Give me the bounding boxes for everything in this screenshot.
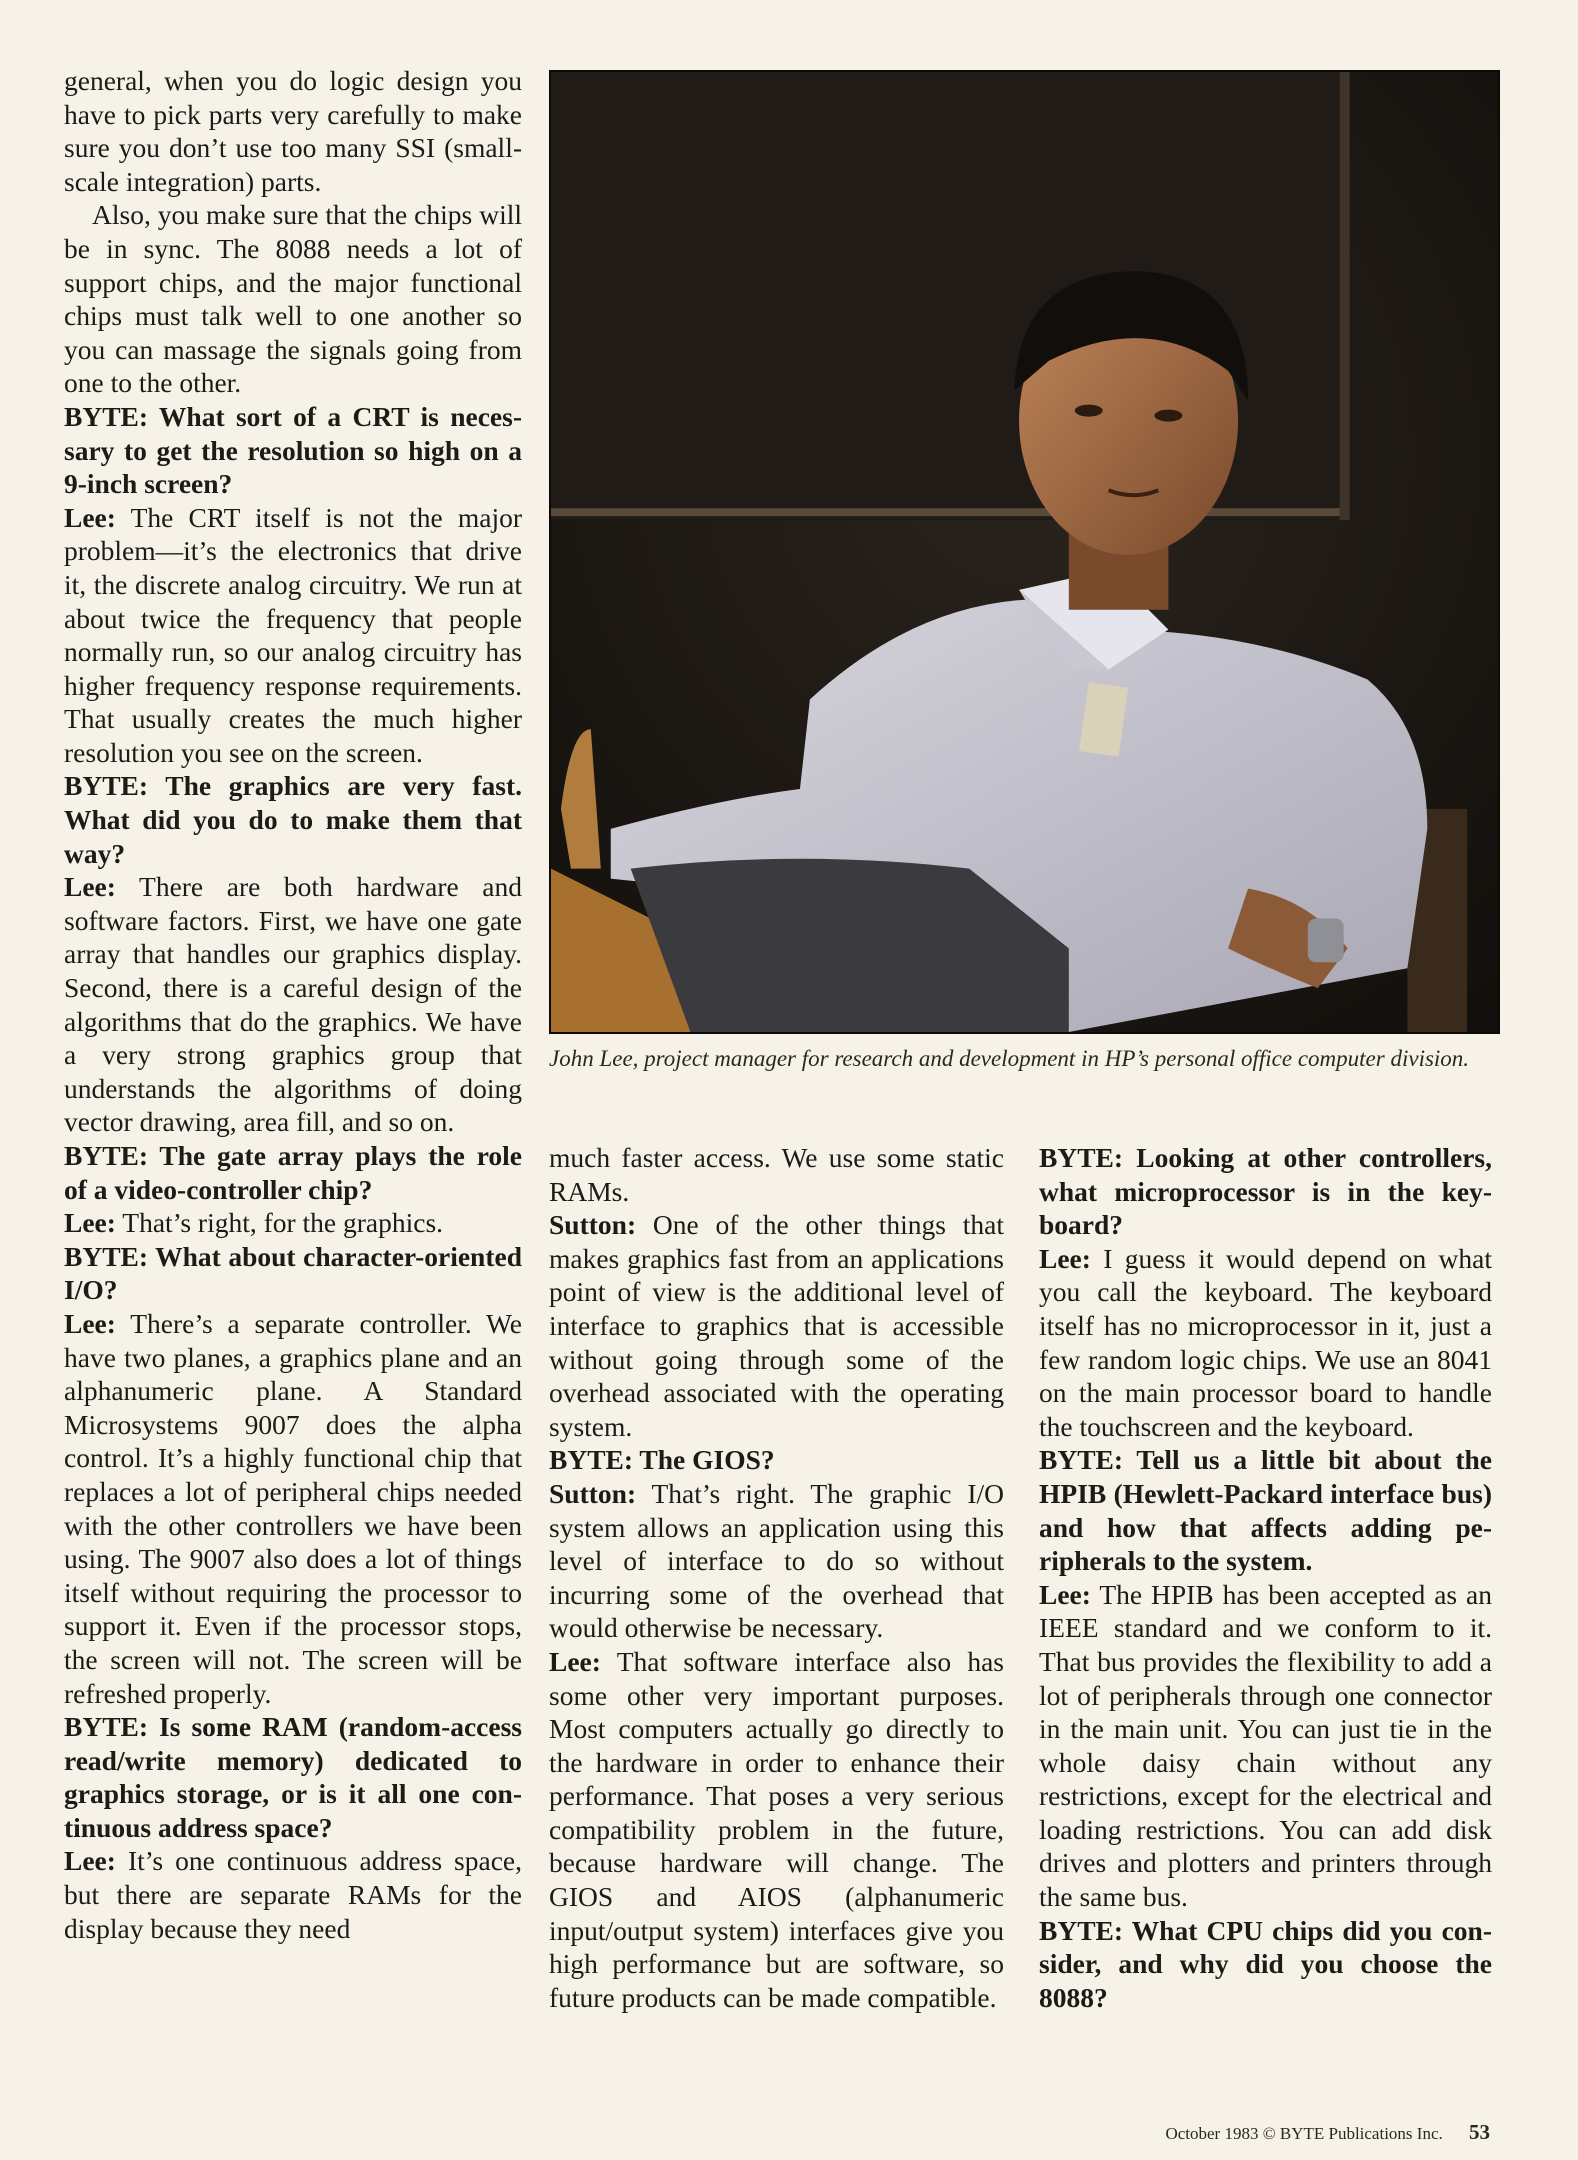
speaker-label: Sutton: [549,1477,637,1509]
interview-answer [549,1208,1004,1443]
photo-caption: John Lee, project manager for research and development in HP’s personal office computer division. [549,1046,1470,1071]
answer-text: One of the other things that makes graphics fast from an applications point of view is the additional level of interface to graphics that is accessible without going through some of the overhead associated with the operating system. [549,1209,1004,1442]
interview-answer [64,870,522,1139]
answer-text: The CRT itself is not the major problem—it’s the electronics that drive it, the discrete analog circuitry. We run at about twice the frequency that people normally run, so our analog circuitry has higher frequency response requirements. That usually creates the much higher resolution you see on the screen. [64,501,522,768]
interview-answer [64,501,522,770]
answer-text: There’s a separate controller. We have two planes, a graphics plane and an alphanumeric plane. A Standard Microsystems 9007 does the alpha control. It’s a highly functional chip that replaces a lot of peripheral chips needed with the other controllers we have been using. The 9007 also does a lot of things itself without requiring the processor to support it. Even if the processor stops, the screen will not. The screen will be refreshed properly. [64,1307,522,1709]
speaker-label: Lee: [64,1207,116,1239]
answer-text: There are both hardware and software factors. First, we have one gate array that handles our graphics display. Second, there is a careful design of the algorithms that do the graphics. We have a very strong graphics group that understands the algorithms of doing vector drawing, area fill, and so on. [64,871,522,1138]
speaker-label: Lee: [64,871,116,903]
interview-answer [549,1477,1004,1645]
interview-question: BYTE: Tell us a little bit about the HPIB (Hewlett-Packard interface bus) and how that affects adding peripherals to the system. [1039,1444,1492,1577]
answer-text: It’s one continuous address space, but there are separate RAMs for the display because they need [64,1845,522,1944]
answer-text: That software interface also has some other very important purposes. Most computers actually go directly to the hardware in order to enhance their performance. That poses a very serious compatibility problem in the future, because hardware will change. The GIOS and AIOS (alphanumeric input/output system) interfaces give you high performance but are software, so future products can be made compatible. [549,1645,1004,2013]
interview-question: BYTE: The graphics are very fast. What did you do to make them that way? [64,770,522,869]
interview-answer [64,1206,522,1240]
column-1 [64,64,522,1945]
column-2 [549,1141,1004,2014]
speaker-label: Lee: [64,501,116,533]
speaker-label: Lee: [64,1845,116,1877]
page-footer [1165,2120,1490,2145]
speaker-label: Sutton: [549,1209,637,1241]
interview-question: BYTE: Is some RAM (random-access read/write memory) dedicated to graphics storage, or is it all one continuous address space? [64,1711,522,1843]
speaker-label: Lee: [1039,1242,1091,1274]
portrait-illustration [551,72,1498,1032]
interview-answer [64,1844,522,1945]
answer-text: The HPIB has been accepted as an IEEE standard and we conform to it. That bus provides the flexibility to add a lot of peripherals through one connector in the main unit. You can just tie in the whole daisy chain without any restrictions, except for the electrical and loading restrictions. You can add disk drives and plotters and printers through the same bus. [1039,1578,1492,1913]
body-paragraph: Also, you make sure that the chips will be in sync. The 8088 needs a lot of support chips, and the major functional chips must talk well to one another so you can massage the signals going from one to the other. [64,199,522,399]
answer-text: That’s right. The graphic I/O system allows an application using this level of interface to do so without incurring some of the overhead that would otherwise be necessary. [549,1477,1004,1644]
speaker-label: Lee: [549,1645,601,1677]
interview-answer [1039,1242,1492,1444]
interview-answer [64,1307,522,1710]
interview-question: BYTE: What about character-oriented I/O? [64,1240,522,1306]
answer-text: That’s right, for the graphics. [115,1207,444,1239]
body-paragraph: much faster access. We use some static RAMs. [549,1142,1004,1207]
footer-credit: October 1983 © BYTE Publications Inc. [1165,2124,1443,2143]
answer-text: I guess it would depend on what you call the keyboard. The keyboard itself has no microprocessor in it, just a few random logic chips. We use an 8041 on the main processor board to handle the touchscreen and the keyboard. [1039,1242,1492,1442]
photo-john-lee [549,70,1500,1034]
speaker-label: Lee: [1039,1578,1091,1610]
column-3 [1039,1141,1492,2014]
interview-answer [549,1645,1004,2015]
speaker-label: Lee: [64,1307,116,1339]
interview-question: BYTE: Looking at other controllers, what microprocessor is in the keyboard? [1039,1142,1492,1241]
page-number: 53 [1469,2120,1490,2144]
interview-question: BYTE: The GIOS? [549,1444,775,1476]
body-paragraph: general, when you do logic design you have to pick parts very carefully to make sure you don’t use too many SSI (small-scale integration) parts. [64,65,522,197]
interview-question: BYTE: The gate array plays the role of a video-controller chip? [64,1140,522,1205]
interview-answer [1039,1578,1492,1914]
interview-question: BYTE: What sort of a CRT is necessary to get the resolution so high on a 9-inch screen? [64,400,522,500]
interview-question: BYTE: What CPU chips did you consider, and why did you choose the 8088? [1039,1914,1492,2013]
